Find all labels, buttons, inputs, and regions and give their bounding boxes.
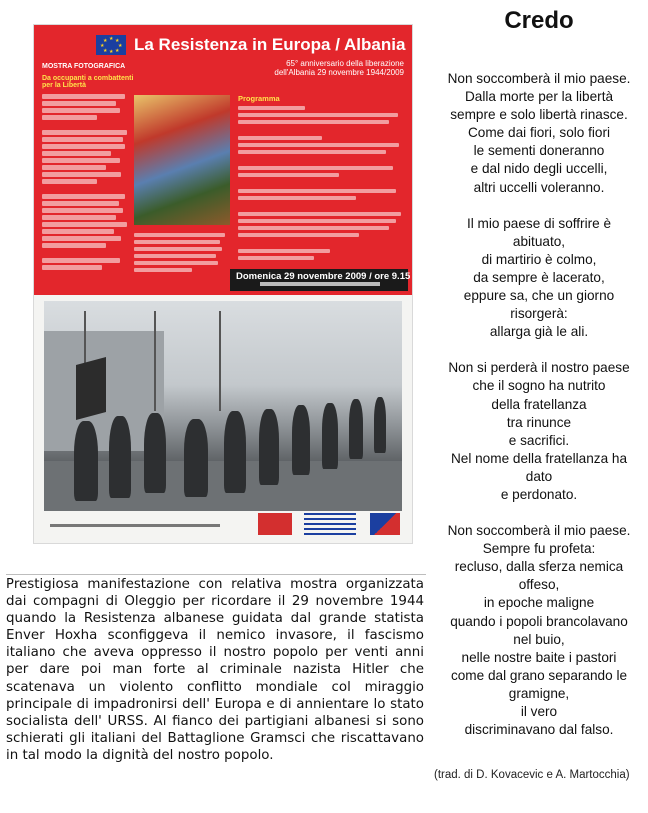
poem-line: dato	[525, 468, 553, 484]
poem-stanza	[432, 522, 646, 739]
poem-line: che il sogno ha nutrito	[472, 378, 606, 394]
poem-body	[432, 70, 646, 757]
poem-line: e sacrifici.	[508, 432, 570, 448]
partisan-march-photo	[44, 301, 402, 511]
poem-line: allarga già le ali.	[489, 324, 589, 340]
poem-line: quando i popoli brancolavano	[450, 613, 628, 629]
poster-logos	[258, 513, 408, 539]
poem-line: e perdonato.	[500, 486, 578, 502]
poem-line: altri uccelli voleranno.	[473, 179, 605, 195]
poem-line: Nel nome della fratellanza ha	[450, 450, 628, 466]
poem-line: come dal grano separando le	[450, 667, 628, 683]
eu-flag-icon: ★ ★ ★ ★ ★ ★ ★ ★	[96, 35, 126, 55]
poster-sidebar	[42, 63, 134, 272]
poster-programma	[238, 95, 406, 286]
poem-line: recluso, dalla sferza nemica	[454, 559, 624, 575]
poem-line: da sempre è lacerato,	[473, 269, 605, 285]
poem-line: abituato,	[512, 233, 566, 249]
poster-venue-line	[260, 282, 380, 288]
poem-line: Dalla morte per la libertà	[464, 89, 614, 105]
poem-line: sempre e solo libertà rinasce.	[450, 107, 628, 123]
sponsor-logo-text-icon	[304, 513, 356, 535]
poem-line: discriminavano dal falso.	[464, 722, 614, 738]
poem-line: nel buio,	[513, 631, 565, 647]
sponsor-logo-flag-icon	[370, 513, 400, 535]
poster-programma-head: Programma	[238, 94, 280, 103]
poem-line: Non soccomberà il mio paese.	[447, 71, 631, 86]
article-text: Prestigiosa manifestazione con relativa mostra organizzata dai compagni di Oleggio per ricordare il 29 novembre 1944 quando la Resistenza albanese guidata dal grande statista Enver Hoxha sconfiggeva il nemico invasore, il fascismo italiano che aveva oppresso il nostro popolo per venti anni per dare poi man forte al criminale nazista Hitler che scatenava un violento conflitto mondiale col miraggio principale di impadronirsi dell' Europa e di annientare lo stato socialista dell' URSS. Al fianco dei partigiani albanesi si sono schierati gli italiani del Battaglione Gramsci che riscattavano in tal modo la dignità del nostro popolo.	[6, 577, 424, 763]
poem-line: gramigne,	[508, 685, 570, 701]
poster-date: Domenica 29 novembre 2009 / ore 9.15	[236, 271, 411, 282]
poem-stanza	[432, 70, 646, 197]
poem-line: offeso,	[518, 577, 560, 593]
poem-line: Come dai fiori, solo fiori	[467, 125, 611, 141]
poem-line: in epoche maligne	[483, 595, 595, 611]
poem-title: Credo	[504, 7, 574, 34]
poster-red-panel	[34, 25, 412, 295]
translation-credit: (trad. di D. Kovacevic e A. Martocchia)	[434, 769, 630, 781]
poem-line: risorgerà:	[510, 306, 568, 322]
poem-stanza	[432, 359, 646, 504]
event-poster	[33, 24, 413, 544]
article-divider	[6, 574, 426, 575]
poem-line: e dal nido degli uccelli,	[470, 161, 608, 177]
poem-line: le sementi doneranno	[473, 143, 605, 159]
poem-line: nelle nostre baite i pastori	[461, 649, 617, 665]
poster-title: La Resistenza in Europa / Albania	[134, 35, 406, 54]
poster-subtitle: 65° anniversario della liberazione dell'Albania 29 novembre 1944/2009	[274, 59, 404, 77]
poem-line: Non si perderà il nostro paese	[448, 360, 630, 376]
poem-line: Sempre fu profeta:	[482, 541, 596, 557]
poster-painting	[134, 95, 230, 225]
poster-sidebar-head: MOSTRA FOTOGRAFICA	[42, 63, 126, 70]
poem-line: tra rinunce	[506, 414, 572, 430]
poem-line: di martirio è colmo,	[481, 251, 597, 267]
poem-line: Non soccomberà il mio paese.	[447, 523, 631, 539]
poem-stanza	[432, 215, 646, 342]
poem-line: il vero	[520, 704, 558, 719]
sponsor-logo-red-icon	[258, 513, 292, 535]
poem-line: Il mio paese di soffrire è	[466, 215, 612, 231]
poem-line: della fratellanza	[491, 396, 587, 412]
poster-sidebar-highlight: Da occupanti a combattenti per la Libertà	[42, 74, 134, 89]
poster-caption	[50, 523, 220, 529]
poem-line: eppure sa, che un giorno	[463, 288, 615, 304]
poster-date-bar	[230, 269, 411, 291]
poster-body-text	[134, 230, 230, 275]
